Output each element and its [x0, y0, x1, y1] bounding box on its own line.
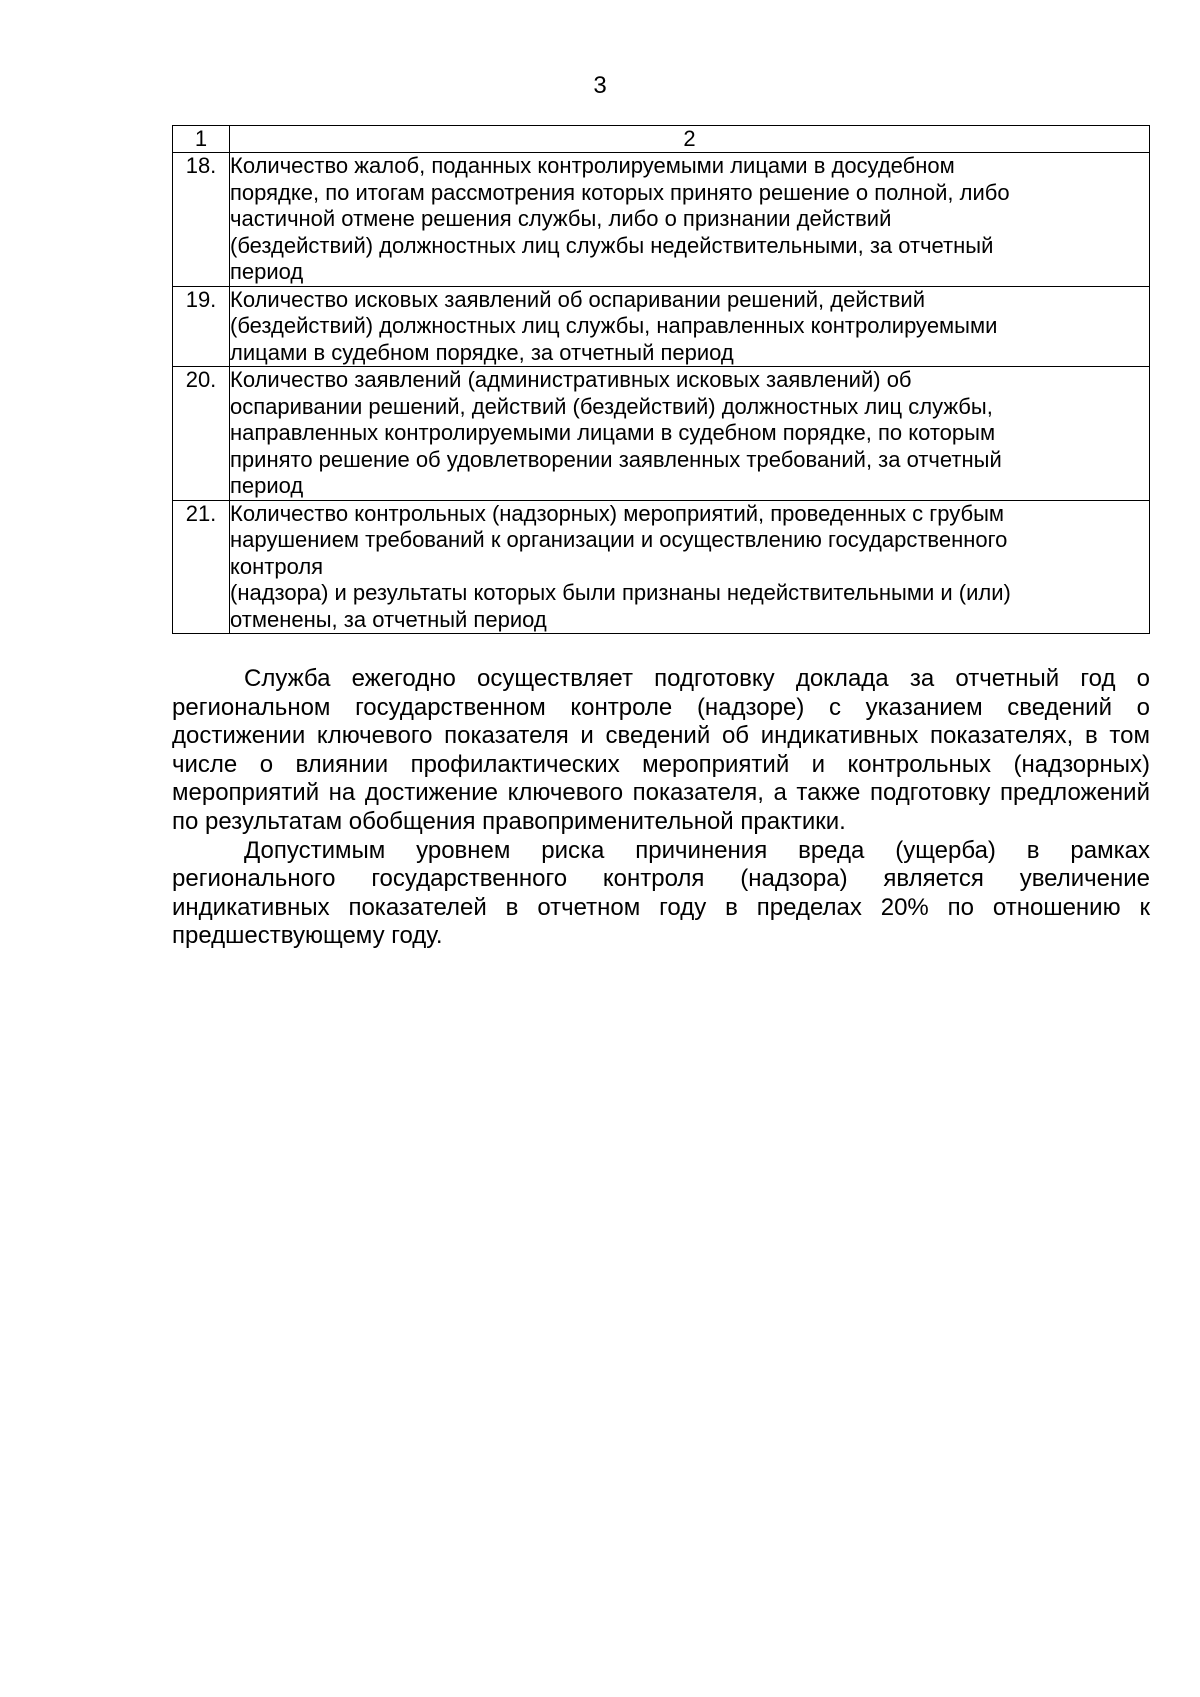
row-number: 21. [173, 500, 230, 634]
paragraph-risk-level: Допустимым уровнем риска причинения вреда (ущерба) в рамках регионального государственного контроля (надзора) является увеличение индикативных показателей в отчетном году в пределах 20% по отношению к предшествующему году. [172, 836, 1150, 950]
row-number: 20. [173, 367, 230, 501]
column-header-indicator: 2 [230, 126, 1150, 153]
indicator-text [230, 500, 1150, 634]
table-row [173, 367, 1150, 501]
text-line: (надзора) и результаты которых были признаны недействительными и (или) [230, 580, 1011, 605]
indicator-text [230, 153, 1150, 287]
text-line: отменены, за отчетный период [230, 606, 547, 632]
text-line: Количество жалоб, поданных контролируемыми лицами в досудебном [230, 153, 955, 178]
text-line: лицами в судебном порядке, за отчетный период [230, 339, 734, 365]
indicator-text [230, 286, 1150, 367]
page-number: 3 [593, 72, 607, 99]
text-line: период [230, 473, 304, 498]
text-line: Количество контрольных (надзорных) мероприятий, проведенных с грубым [230, 500, 1005, 526]
indicator-text [230, 367, 1150, 501]
text-line: направленных контролируемыми лицами в судебном порядке, по которым [230, 420, 996, 445]
paragraph-report: Служба ежегодно осуществляет подготовку доклада за отчетный год о региональном государственном контроле (надзоре) с указанием сведений о достижении ключевого показателя и сведений об индикативных показателях, в том числе о влиянии профилактических мероприятий и контрольных (надзорных) мероприятий на достижение ключевого показателя, а также подготовку предложений по результатам обобщения правоприменительной практики. [172, 665, 1150, 835]
text-line: (бездействий) должностных лиц службы недействительными, за отчетный [230, 232, 994, 258]
text-line: порядке, по итогам рассмотрения которых принято решение о полной, либо [230, 179, 1010, 205]
text-line: частичной отмене решения службы, либо о признании действий [230, 206, 892, 231]
table-header-row [173, 126, 1150, 153]
text-line: Количество исковых заявлений об оспаривании решений, действий [230, 286, 925, 312]
text-line: оспаривании решений, действий (бездействий) должностных лиц службы, [230, 393, 993, 419]
text-line: контроля [230, 553, 324, 579]
row-number: 18. [173, 153, 230, 287]
table-row [173, 286, 1150, 367]
text-line: принято решение об удовлетворении заявленных требований, за отчетный [230, 446, 1002, 472]
column-header-number: 1 [173, 126, 230, 153]
text-line: Количество заявлений (административных исковых заявлений) об [230, 367, 912, 392]
body-text [172, 665, 1150, 951]
text-line: (бездействий) должностных лиц службы, направленных контролируемыми [230, 313, 998, 338]
row-number: 19. [173, 286, 230, 367]
indicators-table [172, 125, 1150, 634]
table-row [173, 500, 1150, 634]
table-row [173, 153, 1150, 287]
text-line: период [230, 259, 304, 284]
text-line: нарушением требований к организации и осуществлению государственного [230, 527, 1008, 552]
